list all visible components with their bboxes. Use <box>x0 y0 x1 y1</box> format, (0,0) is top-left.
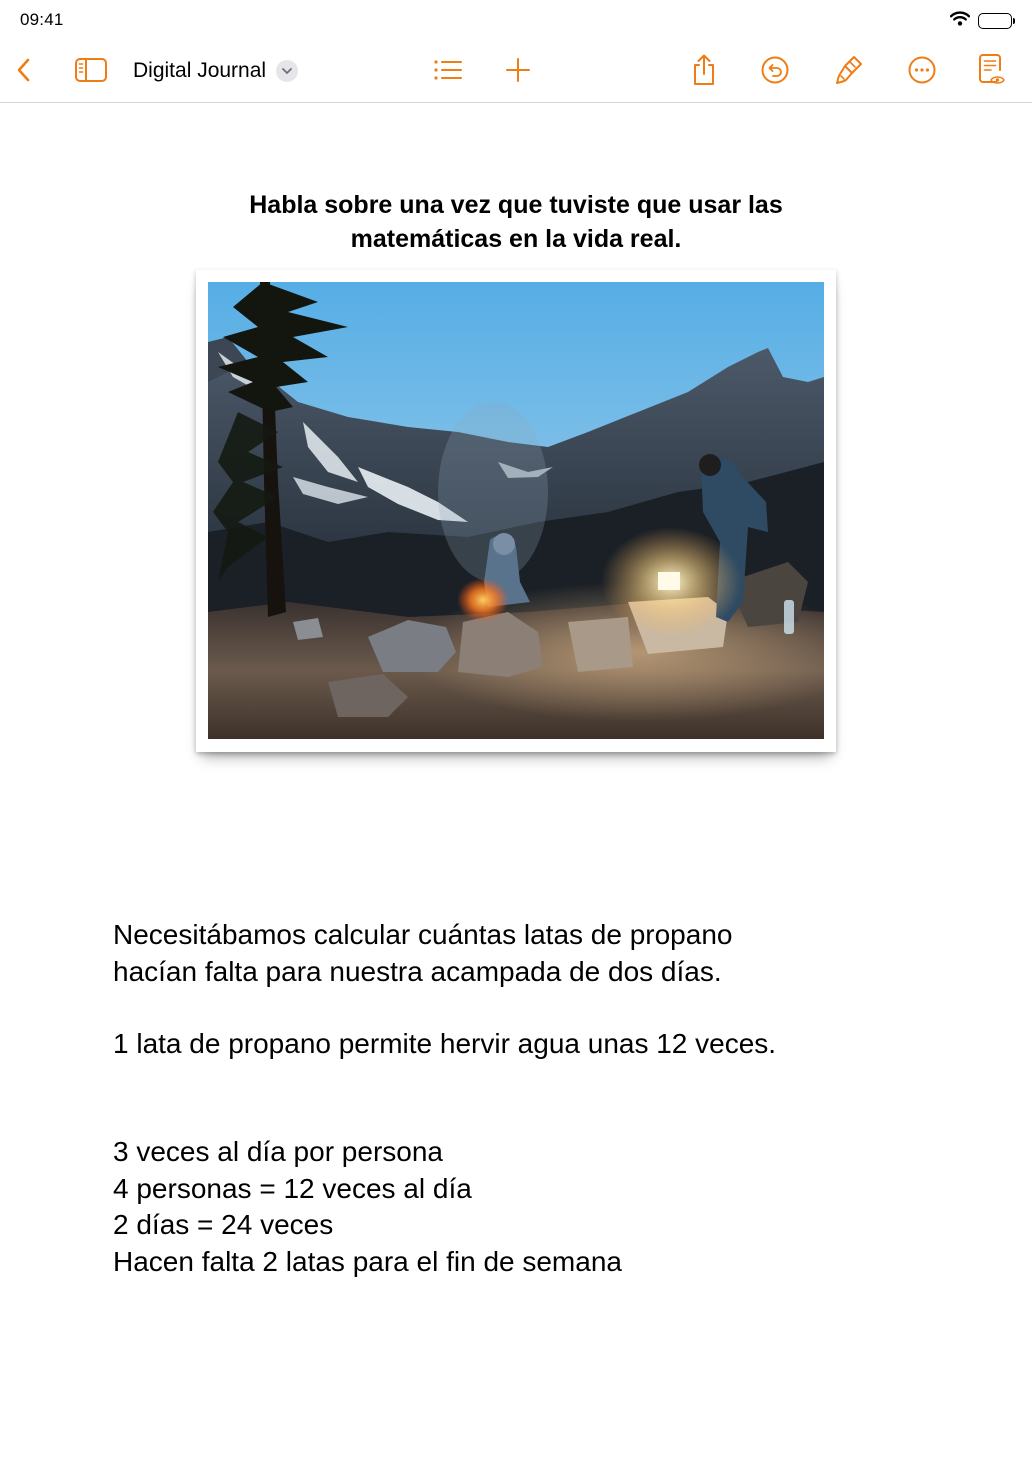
share-icon <box>690 53 718 92</box>
wifi-icon <box>950 11 970 31</box>
document-view-icon <box>976 53 1006 92</box>
reading-view-button[interactable] <box>973 54 1009 90</box>
status-indicators <box>950 11 1012 31</box>
paragraph-intro[interactable] <box>113 917 913 990</box>
text-line: Necesitábamos calcular cuántas latas de propano <box>113 919 733 950</box>
paintbrush-icon <box>834 54 864 91</box>
campsite-photo-frame[interactable] <box>196 270 836 752</box>
text-line: 3 veces al día por persona <box>113 1136 443 1167</box>
more-icon <box>907 55 937 90</box>
text-line: Hacen falta 2 latas para el fin de semana <box>113 1245 622 1277</box>
undo-icon <box>760 55 790 90</box>
prompt-heading-line: matemáticas en la vida real. <box>350 225 682 253</box>
format-button[interactable] <box>831 54 867 90</box>
list-icon <box>432 58 464 87</box>
text-line: 1 lata de propano permite hervir agua unas 12 veces. <box>113 1028 777 1059</box>
plus-icon <box>505 57 531 88</box>
paragraph-propane-fact[interactable] <box>113 1026 913 1063</box>
chevron-down-icon <box>276 60 298 82</box>
text-line: hacían falta para nuestra acampada de dos días. <box>113 955 722 987</box>
status-time: 09:41 <box>20 10 64 29</box>
battery-icon <box>978 13 1012 29</box>
undo-button[interactable] <box>757 54 793 90</box>
more-button[interactable] <box>904 54 940 90</box>
prompt-heading[interactable] <box>160 188 872 256</box>
document-title-button[interactable] <box>133 59 298 83</box>
status-bar <box>0 0 1032 40</box>
sidebar-icon <box>74 57 108 88</box>
paragraph-calculation[interactable] <box>113 1134 913 1280</box>
campsite-photo <box>208 282 824 739</box>
list-button[interactable] <box>430 54 466 90</box>
text-line: 2 días = 24 veces <box>113 1209 334 1240</box>
document-title: Digital Journal <box>133 59 267 82</box>
text-line: 4 personas = 12 veces al día <box>113 1172 472 1204</box>
insert-button[interactable] <box>500 54 536 90</box>
toolbar <box>0 40 1032 103</box>
prompt-heading-line: Habla sobre una vez que tuviste que usar las <box>249 191 783 219</box>
back-icon <box>14 56 34 89</box>
sidebar-button[interactable] <box>73 54 109 90</box>
back-button[interactable] <box>6 54 42 90</box>
share-button[interactable] <box>686 54 722 90</box>
